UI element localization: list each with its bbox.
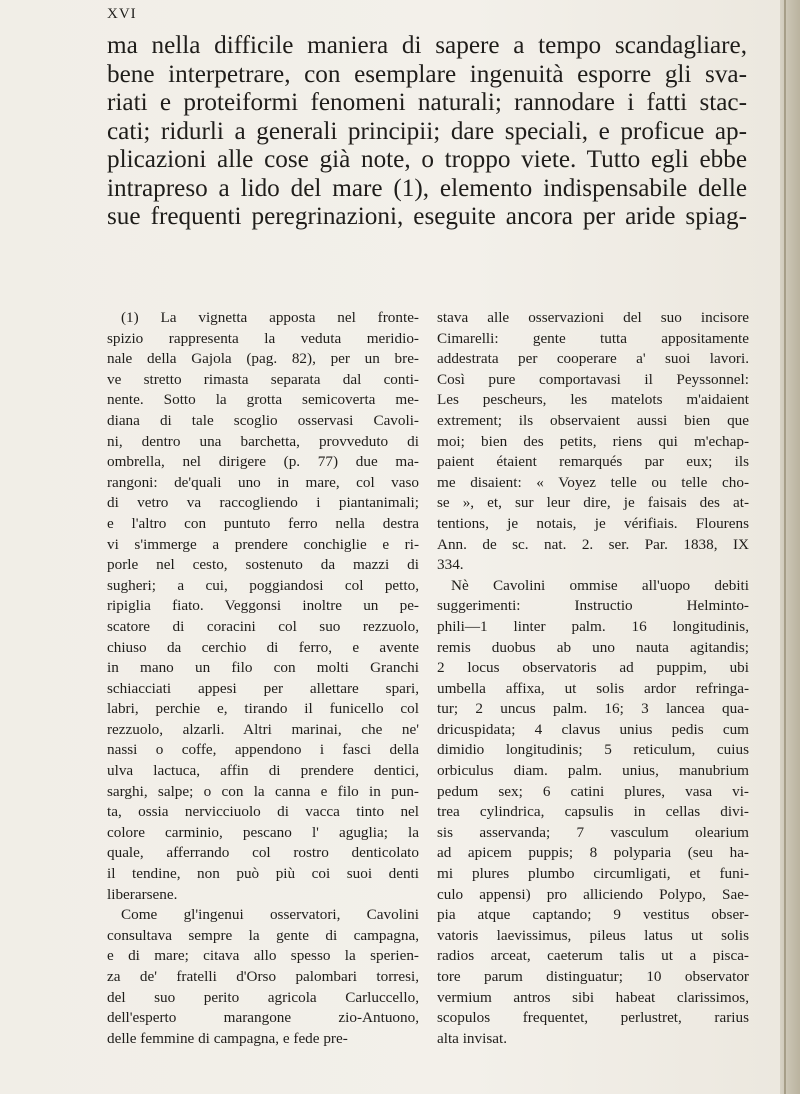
footnote-line: scatore di coracini col suo rezzuolo,	[107, 617, 419, 635]
footnote-line: addestrata per cooperare a' suoi lavori.	[437, 350, 749, 368]
footnote-line: sugheri; a cui, poggiandosi col petto,	[107, 576, 419, 594]
body-line: sue frequenti peregrinazioni, eseguite ancora per aride spiag-	[107, 203, 747, 230]
footnote-line: alta invisat.	[437, 1029, 508, 1047]
footnote-line: Cimarelli: gente tutta appositamente	[437, 329, 749, 347]
footnote-line: extrement; ils observaient aussi bien que	[437, 411, 749, 429]
footnote-line: ombrella, nel dirigere (p. 77) due ma-	[107, 453, 419, 471]
body-line: riati e proteiformi fenomeni naturali; rannodare i fatti stac-	[107, 89, 747, 116]
footnote-line: 334.	[437, 556, 464, 574]
footnote-line: Ann. de sc. nat. 2. ser. Par. 1838, IX	[437, 535, 749, 553]
body-line: cati; ridurli a generali principii; dare speciali, e proficue ap-	[107, 117, 747, 145]
footnote-line: pia atque captando; 9 vestitus obser-	[437, 906, 749, 924]
body-line: plicazioni alle cose già note, o troppo viete. Tutto egli ebbe	[107, 146, 747, 173]
footnote-line: nassi o coffe, appendono i fasci della	[107, 741, 419, 759]
body-line: ma nella difficile maniera di sapere a tempo scandagliare,	[107, 32, 747, 59]
footnote-line: rangoni: de'quali uno in mare, col vaso	[107, 473, 419, 491]
footnote-line: ripiglia fiato. Veggonsi inoltre un pe-	[107, 597, 419, 615]
footnote-line: remis duobus ab uno nauta agitandis;	[437, 638, 749, 656]
footnote-line: rezzuolo, alzarli. Altri marinai, che ne'	[107, 720, 419, 738]
footnote-line: ta, ossia nervicciuolo di vacca tinto nel	[107, 803, 419, 821]
footnote-line: il tendine, non può più coi suoi denti	[107, 865, 419, 883]
footnote-line: culo appensi) pro alliciendo Polypo, Sae-	[437, 885, 749, 903]
footnote-line: radios arceat, caeterum talis ut a pisca-	[437, 947, 749, 965]
body-line: intrapreso a lido del mare (1), elemento indispensabile delle	[107, 174, 747, 202]
body-line: bene interpetrare, con esemplare ingenuità esporre gli sva-	[107, 60, 747, 88]
footnote-line: tore parum distinguatur; 10 observator	[437, 968, 749, 985]
footnote-line: diana di tale scoglio osservasi Cavoli-	[107, 411, 419, 429]
footnote-line: paient étaient remarqués par eux; ils	[437, 453, 749, 471]
footnote-line: 2 locus observatoris ad puppim, ubi	[437, 659, 749, 677]
page-number: XVI	[107, 6, 137, 22]
footnote-line: za de' fratelli d'Orso palombari torresi,	[107, 968, 419, 985]
footnote-line: e l'altro con puntuto ferro nella destra	[107, 514, 419, 532]
footnote-line: ad apicem puppis; 8 polyparia (seu ha-	[437, 844, 749, 862]
footnote-line: dimidio longitudinis; 5 reticulum, cuius	[437, 741, 749, 759]
footnote-line: Les pescheurs, les matelots m'aidaient	[437, 391, 749, 409]
footnote-line: scopulos frequentet, perlustret, rarius	[437, 1009, 749, 1027]
footnote-line: porle nel cesto, sostenuto da mazzi di	[107, 556, 419, 574]
footnote-line: se », et, sur leur dire, je faisais des at-	[437, 494, 749, 512]
footnote-line: nale della Gajola (pag. 82), per un bre-	[107, 350, 419, 368]
footnote-line: tentions, je notais, je vérifiais. Flourens	[437, 514, 749, 532]
footnote-line: vi s'immerge a prendere conchiglie e ri-	[107, 535, 419, 553]
footnote-line: del suo perito agricola Carluccello,	[107, 988, 419, 1006]
footnote-line: schiacciati appesi per allettare spari,	[107, 679, 419, 697]
footnote-line: trea cylindrica, capsulis in cellas divi-	[437, 803, 749, 821]
footnote-line: vatoris laevissimus, pileus latus ut solis	[437, 926, 749, 944]
footnote-line: ulva lactuca, affin di prendere dentici,	[107, 762, 419, 780]
footnote-line: Come gl'ingenui osservatori, Cavolini	[121, 906, 419, 924]
footnote-line: delle femmine di campagna, e fede pre-	[107, 1029, 348, 1047]
footnote-line: sis asservanda; 7 vasculum olearium	[437, 823, 749, 841]
footnote-line: consultava sempre la gente di campagna,	[107, 926, 419, 944]
main-text	[107, 32, 747, 232]
footnote-line: nente. Sotto la grotta semicoverta me-	[107, 391, 419, 409]
footnote-line: stava alle osservazioni del suo incisore	[437, 309, 749, 326]
footnote-line: phili—1 linter palm. 16 longitudinis,	[437, 617, 749, 635]
footnote-line: chiuso da cerchio di ferro, e avente	[107, 638, 419, 656]
footnote-line: liberarsene.	[107, 885, 178, 903]
footnote-line: colore carminio, pescano l' aguglia; la	[107, 823, 419, 841]
footnote-line: Così pure comportavasi il Peyssonnel:	[437, 370, 749, 388]
page-binding-edge	[780, 0, 800, 1094]
footnote-line: me disaient: « Voyez telle ou telle cho-	[437, 473, 749, 491]
footnote-line: di vetro va raccogliendo i piantanimali;	[107, 494, 419, 512]
footnote-line: vermium antros sibi habeat clarissimos,	[437, 988, 749, 1006]
footnote-line: orbiculus diam. palm. unius, manubrium	[437, 762, 749, 780]
footnote-line: sarghi, salpe; o con la canna e filo in pun-	[107, 782, 419, 800]
footnote-line: ve stretto rimasta separata dal conti-	[107, 370, 419, 388]
footnote-line: tur; 2 uncus palm. 16; 3 lancea qua-	[437, 700, 749, 718]
footnote-line: (1) La vignetta apposta nel fronte-	[121, 309, 419, 326]
footnote-line: labri, perchie e, tirando il funicello col	[107, 700, 419, 718]
footnote-line: in mano un filo con molti Granchi	[107, 659, 419, 677]
footnote-line: Nè Cavolini ommise all'uopo debiti	[451, 576, 749, 594]
footnote-line: suggerimenti: Instructio Helminto-	[437, 597, 749, 615]
footnote-right-column	[437, 308, 749, 1049]
footnote-line: ni, dentro una barchetta, provveduto di	[107, 432, 419, 450]
footnote-line: mi plures plumbo circumligati, et funi-	[437, 865, 749, 883]
footnote-line: pedum sex; 6 catini plures, vasa vi-	[437, 782, 749, 800]
footnote-line: moi; bien des petits, riens qui m'echap-	[437, 432, 749, 450]
footnote-line: dell'esperto marangone zio-Antuono,	[107, 1009, 419, 1027]
footnote-line: umbella affixa, ut solis ardor refringa-	[437, 679, 749, 697]
footnote-left-column	[107, 308, 419, 1049]
footnote-line: spizio rappresenta la veduta meridio-	[107, 329, 419, 347]
footnote-line: dricuspidata; 4 clavus unius pedis cum	[437, 720, 749, 738]
footnote-line: e di mare; citava allo spesso la sperien-	[107, 947, 419, 965]
footnote-line: quale, afferrando col rostro denticolato	[107, 844, 419, 862]
